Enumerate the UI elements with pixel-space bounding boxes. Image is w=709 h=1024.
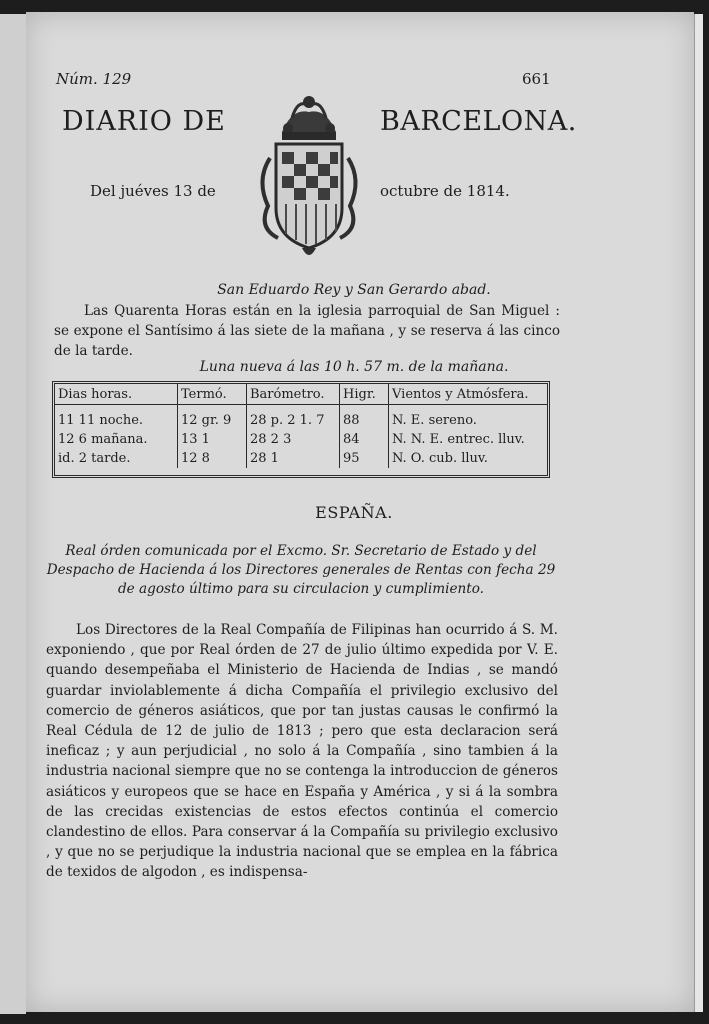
date-right: octubre de 1814.: [380, 182, 510, 200]
cell-baro: 28 1: [247, 449, 340, 468]
cell-hygro: 95: [340, 449, 389, 468]
cell-wind: N. N. E. entrec. lluv.: [392, 432, 525, 447]
table-row: [55, 405, 547, 431]
cell-wind: N. O. cub. lluv.: [392, 451, 488, 466]
table-row: [55, 430, 547, 449]
coat-of-arms-icon: [252, 88, 366, 262]
cell-temp: 12 8: [178, 449, 247, 468]
saints-of-day: San Eduardo Rey y San Gerardo abad.: [217, 282, 491, 298]
cell-wind: N. E. sereno.: [392, 413, 477, 428]
page-edge-right: [694, 14, 703, 1012]
col-thermometer: Termó.: [178, 384, 247, 405]
col-barometer: Barómetro.: [247, 384, 340, 405]
facing-page-edge: [0, 14, 26, 1014]
date-left: Del juéves 13 de: [90, 182, 216, 200]
col-hygrometer: Higr.: [340, 384, 389, 405]
cell-baro: 28 p. 2 1. 7: [247, 405, 340, 431]
section-title: ESPAÑA.: [315, 503, 393, 522]
masthead-title-right: BARCELONA.: [380, 106, 577, 137]
royal-order-heading: Real órden comunicada por el Excmo. Sr. Secretario de Estado y del Despacho de Hacienda á los Directores generales de Rentas con fecha 29 de agosto último para su circulacion y cumplimiento.: [46, 543, 556, 597]
masthead-title-left: DIARIO DE: [62, 106, 226, 137]
moon-phase: Luna nueva á las 10 h. 57 m. de la mañana.: [199, 359, 509, 375]
cell-hygro: 84: [340, 430, 389, 449]
page-number: 661: [522, 70, 551, 88]
col-days-hours: Dias horas.: [55, 384, 178, 405]
newspaper-page: [26, 12, 694, 1012]
cell-day-hour: id. 2 tarde.: [55, 449, 178, 468]
cell-day-hour: 12 6 mañana.: [55, 430, 178, 449]
cell-temp: 13 1: [178, 430, 247, 449]
table-row: [55, 449, 547, 468]
devotion-notice: Las Quarenta Horas están en la iglesia parroquial de San Miguel : se expone el Santísimo á las siete de la mañana , y se reserva á las cinco de la tarde.: [54, 303, 560, 359]
article-body: Los Directores de la Real Compañía de Filipinas han ocurrido á S. M. exponiendo , que por Real órden de 27 de julio último expedida por V. E. quando desempeñaba el Ministerio de Hacienda de Indias , se mandó guardar inviolablemente á dicha Compañía el privilegio exclusivo del comercio de géneros asiáticos, que por tan justas causas le confirmó la Real Cédula de 12 de julio de 1813 ; pero que esta declaracion será ineficaz ; y aun perjudicial , no solo á la Compañía , sino tambien á la industria nacional siempre que no se contenga la introduccion de géneros asiáticos y europeos que se hace en España y América , y si á la sombra de las crecidas existencias de estos efectos continúa el comercio clandestino de ellos. Para conservar á la Compañía su privilegio exclusivo , y que no se perjudique la industria nacional que se emplea en la fábrica de texidos de algodon , es indispensa-: [46, 622, 558, 881]
weather-table: [52, 381, 550, 478]
weather-header-row: [55, 384, 547, 405]
issue-number: Núm. 129: [56, 70, 132, 88]
cell-hygro: 88: [340, 405, 389, 431]
cell-temp: 12 gr. 9: [178, 405, 247, 431]
cell-baro: 28 2 3: [247, 430, 340, 449]
cell-day-hour: 11 11 noche.: [55, 405, 178, 431]
col-winds: Vientos y Atmósfera.: [389, 384, 548, 405]
